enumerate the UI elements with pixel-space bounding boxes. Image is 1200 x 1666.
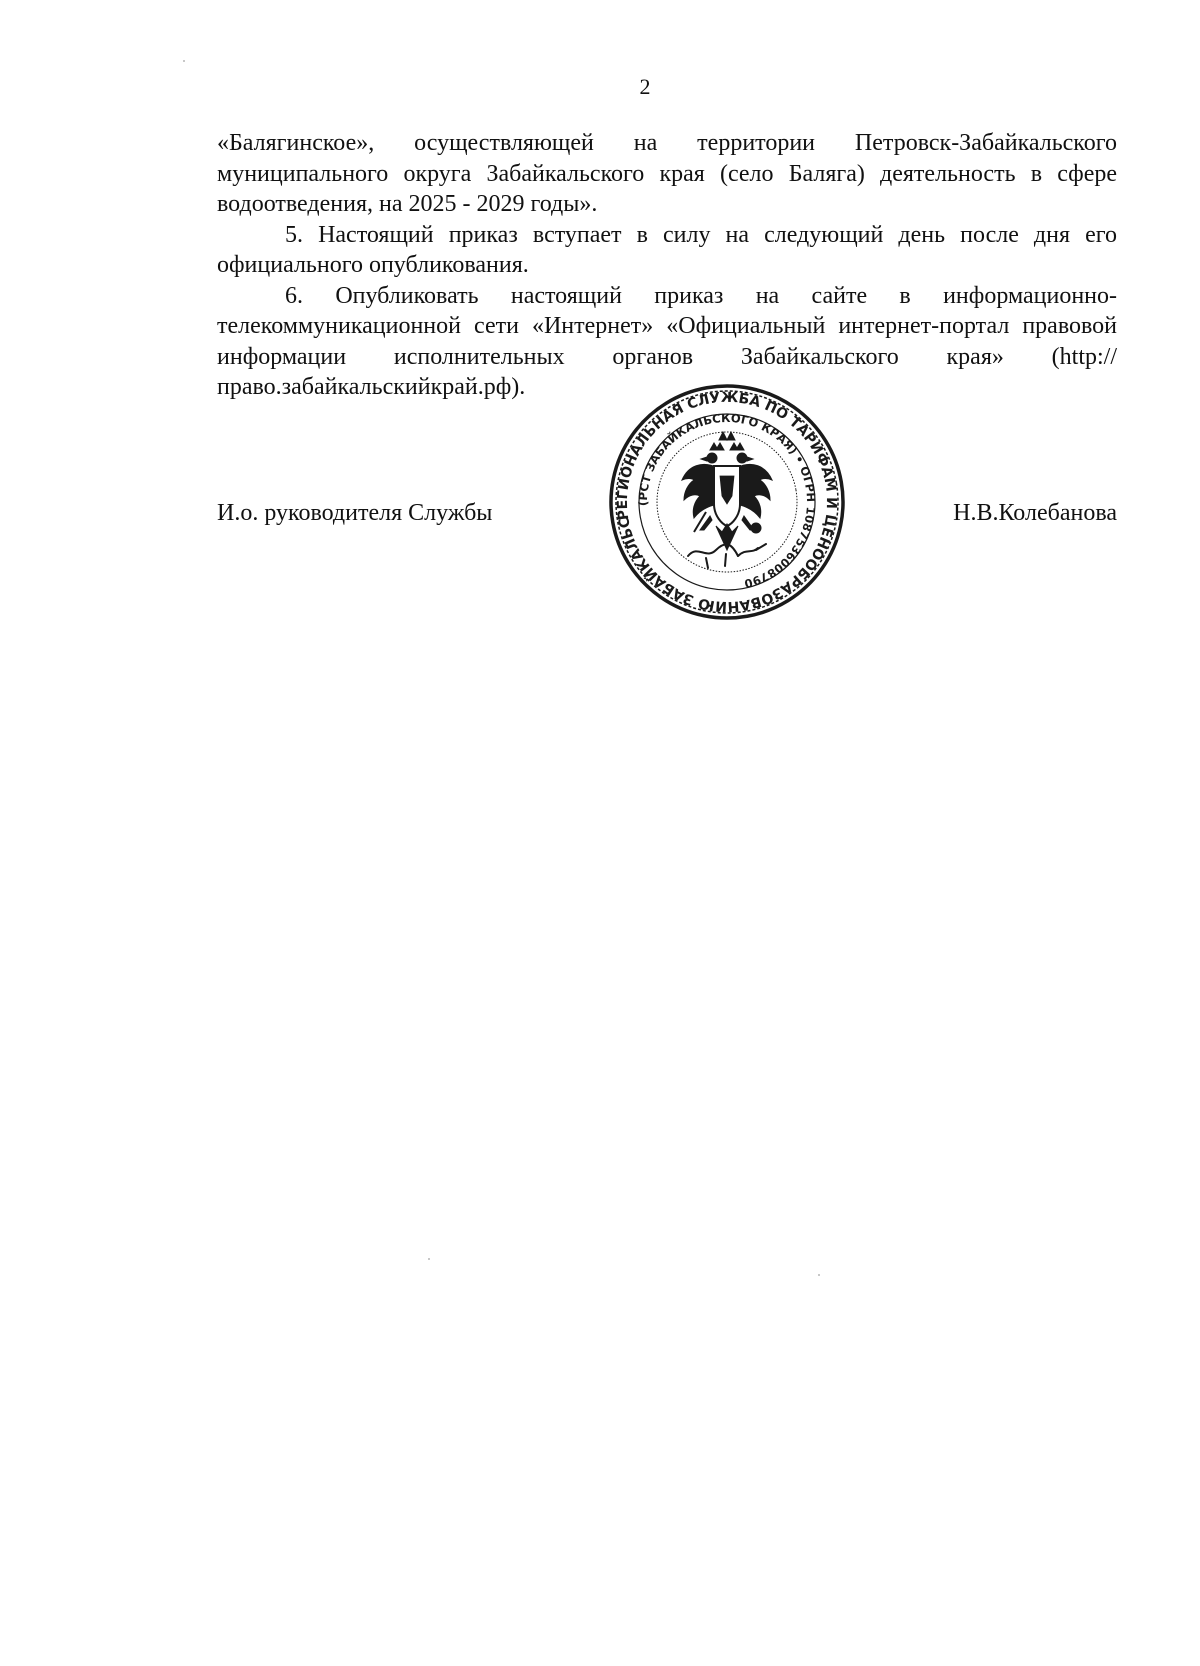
seal-outer-text: РЕГИОНАЛЬНАЯ СЛУЖБА ПО ТАРИФАМ И ЦЕНООБРАЗОВАНИЮ ЗАБАЙКАЛЬСКОГО (614, 389, 840, 615)
scan-artifact (183, 60, 185, 62)
document-body (217, 128, 1117, 403)
scan-artifact (428, 1258, 430, 1260)
page-number: 2 (639, 74, 651, 99)
paragraph-continuation: «Балягинское», осуществляющей на территории Петровск-Забайкальского муниципального округа Забайкальского края (село Баляга) деятельность в сфере водоотведения, на 2025 - 2029 годы». (217, 130, 1117, 217)
official-seal (606, 384, 848, 620)
seal-stamp-icon (606, 384, 848, 620)
paragraph-item-6: 6. Опубликовать настоящий приказ на сайте в информационно-телекоммуникационной сети «Интернет» «Официальный интернет-портал правовой информации исполнительных органов Забайкальского края» (http://право.забайкальскийкрай.рф). (217, 282, 1117, 400)
scan-artifact (818, 1274, 820, 1276)
double-headed-eagle-icon (682, 432, 772, 550)
signatory-name: Н.В.Колебанова (953, 500, 1117, 526)
paragraph-item-5: 5. Настоящий приказ вступает в силу на следующий день после дня его официального опубликования. (217, 221, 1117, 278)
seal-inner-text: (РСТ ЗАБАЙКАЛЬСКОГО КРАЯ) • ОГРН 1087536008790 (635, 410, 819, 591)
signatory-position: И.о. руководителя Службы (217, 500, 493, 526)
